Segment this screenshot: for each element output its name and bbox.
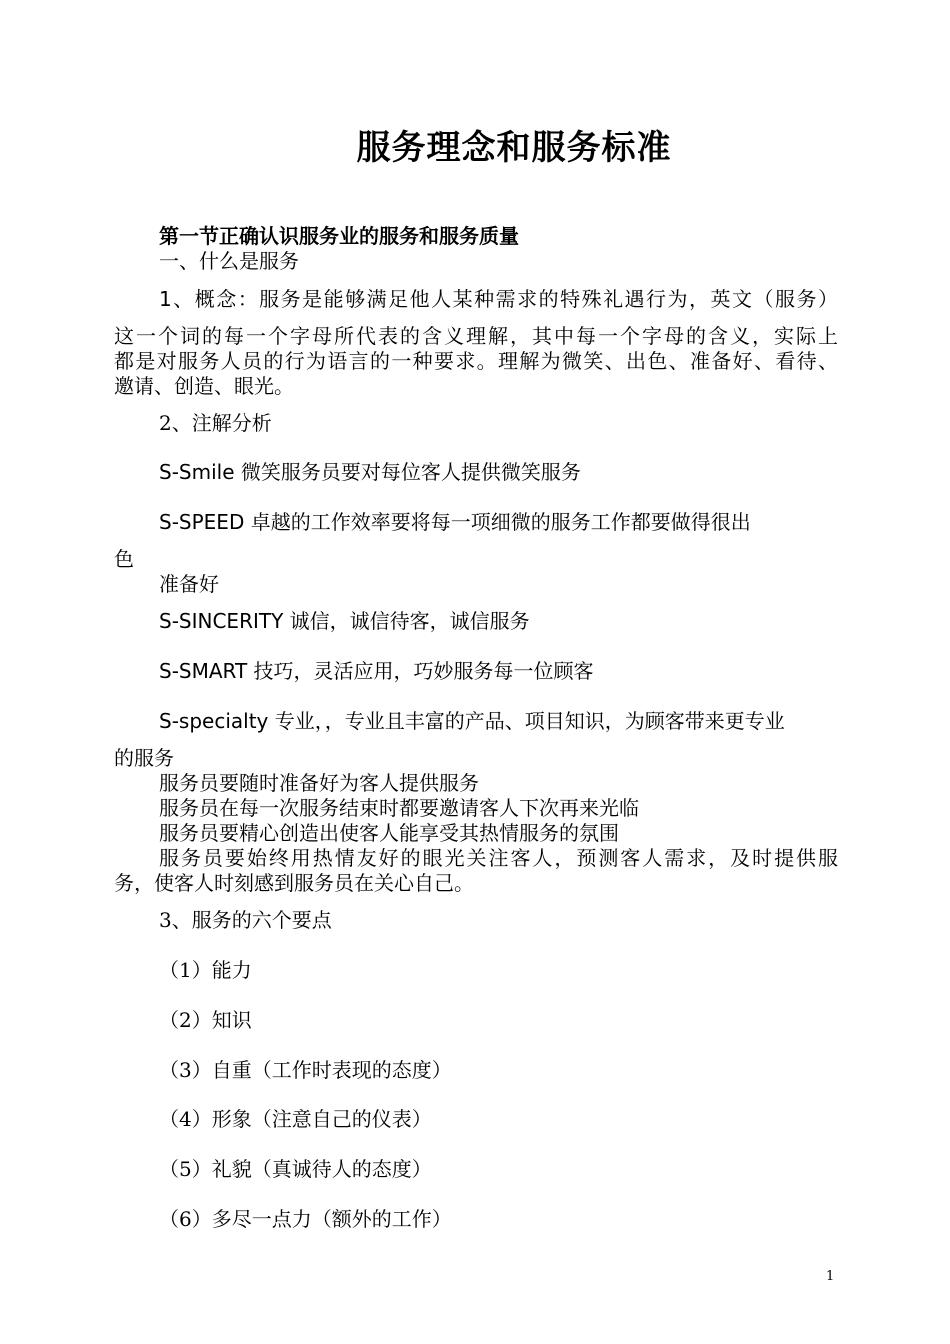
document-title: 服务理念和服务标准: [356, 128, 672, 168]
six-point-item: （3）自重（工作时表现的态度）: [159, 1058, 452, 1082]
note-4-line-2: 务，使客人时刻感到服务员在关心自己。: [114, 871, 474, 895]
note-3: 服务员要精心创造出使客人能享受其热情服务的氛围: [159, 821, 619, 845]
subheading-what-is-service: 一、什么是服务: [159, 249, 299, 273]
six-points-heading: 3、服务的六个要点: [159, 908, 332, 932]
speed-term: S-SPEED: [159, 510, 245, 534]
page-number: 1: [826, 1269, 835, 1284]
concept-line-4: 邀请、创造、眼光。: [114, 374, 294, 398]
note-1: 服务员要随时准备好为客人提供服务: [159, 771, 479, 795]
note-4-line-1: 服务员要始终用热情友好的眼光关注客人，预测客人需求，及时提供服: [159, 846, 838, 870]
specialty-text: 专业，，专业且丰富的产品、项目知识，为顾客带来更专业: [268, 709, 785, 733]
smile-text: 微笑服务员要对每位客人提供微笑服务: [234, 460, 581, 484]
smile-term: S-Smile: [159, 460, 235, 484]
smile-entry: [159, 459, 581, 485]
sincerity-entry: [159, 608, 530, 634]
concept-line-1: [159, 286, 838, 312]
concept-line-3: 都是对服务人员的行为语言的一种要求。理解为微笑、出色、准备好、看待、: [114, 349, 838, 373]
six-point-item: （2）知识: [159, 1008, 252, 1032]
concept-line-2: 这一个词的每一个字母所代表的含义理解，其中每一个字母的含义，实际上: [114, 324, 838, 348]
six-point-item: （1）能力: [159, 958, 252, 982]
sincerity-text: 诚信，诚信待客，诚信服务: [283, 609, 530, 633]
concept-line-1-text: 1、概念：服务是能够满足他人某种需求的特殊礼遇行为，英文（服务）: [159, 287, 838, 311]
speed-entry: [159, 509, 751, 535]
speed-text: 卓越的工作效率要将每一项细微的服务工作都要做得很出: [244, 510, 751, 534]
smart-entry: [159, 658, 594, 684]
analysis-heading: 2、注解分析: [159, 411, 272, 435]
speed-continuation: 色: [114, 547, 134, 571]
note-2: 服务员在每一次服务结束时都要邀请客人下次再来光临: [159, 796, 639, 820]
specialty-continuation: 的服务: [114, 746, 174, 770]
section-heading: 第一节正确认识服务业的服务和服务质量: [159, 224, 519, 248]
six-point-item: （6）多尽一点力（额外的工作）: [159, 1207, 452, 1231]
specialty-entry: [159, 708, 785, 734]
smart-text: 技巧，灵活应用，巧妙服务每一位顾客: [247, 659, 594, 683]
ready-line: 准备好: [159, 572, 219, 596]
sincerity-term: S-SINCERITY: [159, 609, 284, 633]
smart-term: S-SMART: [159, 659, 248, 683]
six-point-item: （4）形象（注意自己的仪表）: [159, 1107, 432, 1131]
specialty-term: S-specialty: [159, 709, 269, 733]
six-point-item: （5）礼貌（真诚待人的态度）: [159, 1157, 432, 1181]
